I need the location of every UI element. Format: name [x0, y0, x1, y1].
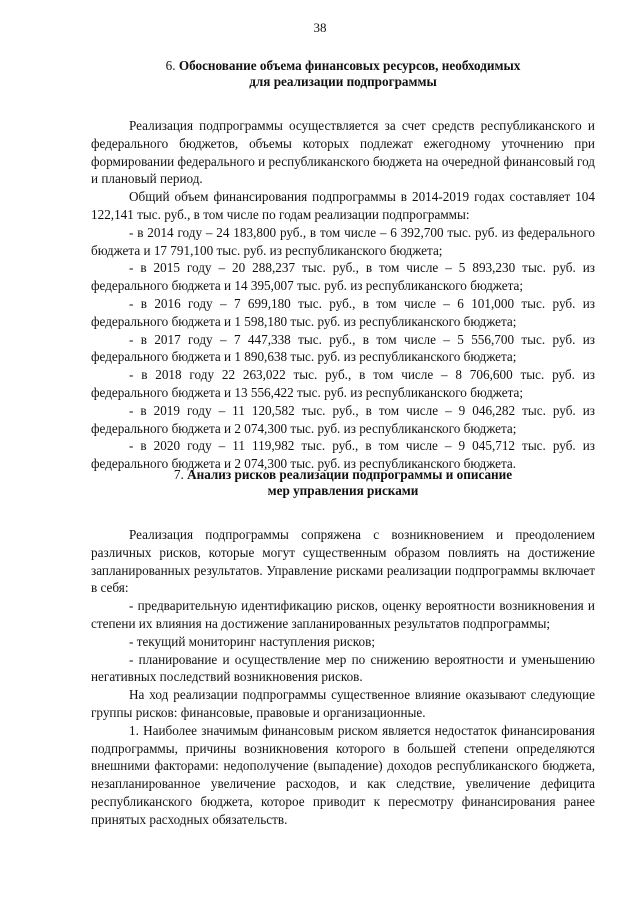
- list-item: - в 2020 году – 11 119,982 тыс. руб., в том числе – 9 045,712 тыс. руб. из федерального бюджета и 2 074,300 тыс. руб. из республиканского бюджета.: [91, 438, 595, 472]
- list-item: - в 2017 году – 7 447,338 тыс. руб., в том числе – 5 556,700 тыс. руб. из федерального бюджета и 1 890,638 тыс. руб. из республиканского бюджета;: [91, 331, 595, 365]
- section-7: [91, 467, 595, 829]
- paragraph: Реализация подпрограммы осуществляется за счет средств республиканского и федерального бюджетов, объемы которых подлежат ежегодному уточнению при формировании федерального и республиканского бюджета на очередной финансовый год и плановый период.: [91, 118, 595, 187]
- list-item: - в 2014 году – 24 183,800 руб., в том числе – 6 392,700 тыс. руб. из федерального бюджета и 17 791,100 тыс. руб. из республиканского бюджета;: [91, 224, 595, 258]
- section-7-title-line1: Анализ рисков реализации подпрограммы и описание: [187, 467, 513, 482]
- list-item: - в 2018 году 22 263,022 тыс. руб., в том числе – 8 706,600 тыс. руб. из федерального бюджета и 13 556,422 тыс. руб. из республиканского бюджета;: [91, 367, 595, 400]
- section-6-title-line2: для реализации подпрограммы: [249, 74, 437, 89]
- paragraph: Общий объем финансирования подпрограммы в 2014-2019 годах составляет 104 122,141 тыс. руб., в том числе по годам реализации подпрограммы:: [91, 189, 595, 222]
- paragraph: На ход реализации подпрограммы существенное влияние оказывают следующие группы рисков: финансовые, правовые и организационные.: [91, 687, 595, 720]
- section-6-number: 6.: [165, 58, 176, 73]
- page-number: 38: [313, 20, 327, 35]
- paragraph: 1. Наиболее значимым финансовым риском является недостаток финансирования подпрограммы, причины возникновения которого в большей степени определяются внешними факторами: недополучение (выпадение) доходов республиканского бюджета, незапланированное увеличение расходов, и как следствие, увеличение дефицита республиканского бюджета, которое приводит к пересмотру финансирования ранее принятых расходных обязательств.: [91, 722, 595, 827]
- section-7-heading: [91, 467, 595, 499]
- section-7-number: 7.: [173, 467, 184, 482]
- section-6-title-line1: Обоснование объема финансовых ресурсов, необходимых: [178, 58, 521, 73]
- list-item: - предварительную идентификацию рисков, оценку вероятности возникновения и степени их влияния на достижение запланированных результатов подпрограммы;: [91, 598, 595, 631]
- section-7-title-line2: мер управления рисками: [267, 483, 419, 498]
- section-6: [91, 58, 595, 473]
- list-item: - текущий мониторинг наступления рисков;: [129, 633, 375, 649]
- list-item: - в 2016 году – 7 699,180 тыс. руб., в том числе – 6 101,000 тыс. руб. из федерального бюджета и 1 598,180 тыс. руб. из республиканского бюджета;: [91, 295, 595, 329]
- paragraph: Реализация подпрограммы сопряжена с возникновением и преодолением различных рисков, которые могут существенным образом повлиять на достижение запланированных результатов. Управление рисками реализации подпрограммы включает в себя:: [91, 527, 595, 596]
- list-item: - планирование и осуществление мер по снижению вероятности и уменьшению негативных последствий возникновения рисков.: [91, 651, 595, 685]
- list-item: - в 2019 году – 11 120,582 тыс. руб., в том числе – 9 046,282 тыс. руб. из федерального бюджета и 2 074,300 тыс. руб. из республиканского бюджета;: [91, 402, 595, 436]
- section-6-heading: [91, 58, 595, 90]
- list-item: - в 2015 году – 20 288,237 тыс. руб., в том числе – 5 893,230 тыс. руб. из федерального бюджета и 14 395,007 тыс. руб. из республиканского бюджета;: [91, 260, 595, 294]
